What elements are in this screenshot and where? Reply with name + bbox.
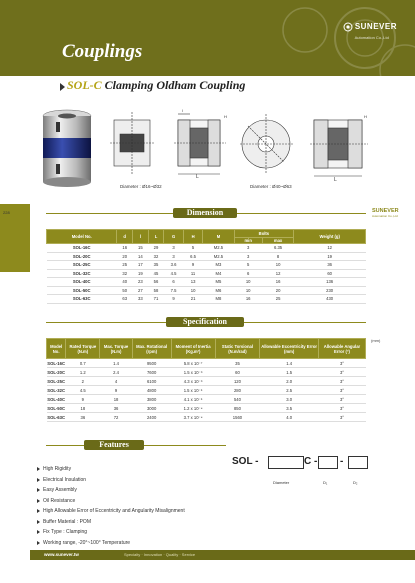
- diameter-label: Diameter: [273, 480, 290, 485]
- brand-subtitle: Automation Co.,Ltd: [354, 35, 389, 40]
- spec-header-cell: Rated Torque (N.m): [66, 339, 100, 359]
- feature-item: Oil Resistance: [43, 497, 76, 504]
- dim-cell-model: SOL-25C: [47, 261, 117, 270]
- dim-cell: 40: [117, 278, 133, 287]
- spec-cell: 540: [215, 395, 260, 404]
- spec-cell-model: SOL-20C: [47, 369, 65, 375]
- dim-cell: 17: [133, 261, 149, 270]
- dim-cell: 29: [148, 244, 164, 253]
- spec-cell: 1560: [215, 413, 260, 422]
- dimension-heading: Dimension: [173, 208, 237, 218]
- spec-cell: 3000: [132, 404, 171, 413]
- spec-cell: 4: [100, 377, 132, 386]
- dimension-row: [47, 252, 366, 261]
- specification-row: [47, 368, 366, 377]
- spec-cell: 2.5: [260, 386, 319, 395]
- dim-cell: 6: [234, 269, 262, 278]
- spec-header-cell: Max. Rotational (rpm): [132, 339, 171, 359]
- dim-cell: 12: [294, 244, 366, 253]
- unit-note: (mm): [371, 338, 381, 343]
- spec-header-cell: Allowable Angular Error (°): [318, 339, 365, 359]
- product-code: SOL-C: [67, 78, 102, 92]
- brand-name: SUNEVER: [354, 22, 397, 32]
- spec-cell: 1.5: [260, 368, 319, 377]
- dim-cell: 32: [117, 269, 133, 278]
- dim-cell: M2.5: [203, 244, 234, 253]
- dim-cell: 7.5: [164, 286, 184, 295]
- dim-cell: 13: [183, 278, 203, 287]
- spec-cell: 3°: [318, 386, 365, 395]
- left-dimension-drawing: [108, 104, 233, 184]
- dim-cell: 230: [294, 286, 366, 295]
- spec-cell: 5.8 x 10⁻⁷: [171, 359, 215, 368]
- dim-header-l: l: [133, 230, 149, 244]
- footer-url[interactable]: www.sunever.tw: [44, 552, 79, 557]
- dim-cell: 32: [148, 252, 164, 261]
- dim-cell: 3: [164, 252, 184, 261]
- spec-cell: 3°: [318, 395, 365, 404]
- dim-cell: 8: [262, 252, 293, 261]
- dim-cell: 6.35: [262, 244, 293, 253]
- dim-cell: 27: [133, 286, 149, 295]
- dim-cell: 4.5: [164, 269, 184, 278]
- feature-item: Fix Type : Clamping: [43, 529, 88, 535]
- dim-cell: M6: [203, 286, 234, 295]
- svg-text:H: H: [364, 114, 367, 119]
- footer-tagline: Specialty · Innovation · Quality · Service: [124, 552, 196, 557]
- dim-cell: 14: [133, 252, 149, 261]
- dim-cell: 3: [234, 252, 262, 261]
- dim-cell: M3: [203, 261, 234, 270]
- dim-header-max: max: [262, 238, 293, 244]
- spec-cell: 1.2 x 10⁻⁴: [171, 404, 215, 413]
- spec-cell-model: SOL-16C: [47, 360, 65, 366]
- dim-cell: 9: [183, 261, 203, 270]
- dim-cell: 3.6: [164, 261, 184, 270]
- dim-cell: 25: [262, 295, 293, 304]
- dim-cell: 16: [117, 244, 133, 253]
- spec-cell: 7600: [132, 368, 171, 377]
- spec-cell: 2.0: [260, 377, 319, 386]
- spec-cell: 3°: [318, 377, 365, 386]
- footer-band: [30, 550, 415, 560]
- dim-cell: 430: [294, 295, 366, 304]
- feature-item: Easy Assembly: [43, 487, 77, 493]
- spec-cell: 72: [100, 413, 132, 422]
- dim-cell: 71: [148, 295, 164, 304]
- svg-text:L: L: [196, 174, 199, 180]
- coupling-photo: [36, 108, 98, 188]
- dim-cell: 10: [234, 286, 262, 295]
- dim-cell: 16: [262, 278, 293, 287]
- specification-row: [47, 377, 366, 386]
- product-subtitle: [67, 78, 245, 93]
- spec-cell: 3°: [318, 413, 365, 422]
- dim-cell: 56: [148, 278, 164, 287]
- dim-cell: M5: [203, 278, 234, 287]
- svg-text:L: L: [334, 177, 337, 183]
- dim-cell: 10: [262, 261, 293, 270]
- dim-cell: 5: [183, 244, 203, 253]
- specification-row: [47, 395, 366, 404]
- dim-cell: 58: [148, 286, 164, 295]
- spec-cell: 0.7: [66, 359, 100, 368]
- spec-header-cell: Model No.: [47, 339, 66, 359]
- order-dash: -: [340, 456, 344, 467]
- dim-cell: 16: [234, 295, 262, 304]
- dim-cell: 60: [294, 269, 366, 278]
- dim-cell: 25: [117, 261, 133, 270]
- dim-header-M: M: [203, 230, 234, 244]
- spec-cell: 9: [66, 395, 100, 404]
- dim-cell-model: SOL-16C: [47, 244, 117, 253]
- spec-cell: 4.0: [260, 413, 319, 422]
- dim-cell: 3: [164, 244, 184, 253]
- spec-cell: 2: [66, 377, 100, 386]
- dim-cell: 15: [133, 244, 149, 253]
- dim-cell: 50: [117, 286, 133, 295]
- spec-cell: 4.1 x 10⁻⁵: [171, 395, 215, 404]
- dim-header-weight: Weight (g): [294, 230, 366, 244]
- spec-cell-model: SOL-32C: [47, 387, 65, 393]
- dim-header-bolts: Bolts: [234, 230, 294, 238]
- dim-cell: M4: [203, 269, 234, 278]
- product-name: Clamping Oldham Coupling: [104, 78, 246, 92]
- side-logo: [372, 208, 399, 218]
- spec-cell: 850: [215, 404, 260, 413]
- spec-cell: 9500: [132, 359, 171, 368]
- dim-header-model: Model No.: [47, 230, 117, 244]
- dim-cell: 12: [262, 269, 293, 278]
- page-title: Couplings: [62, 41, 143, 62]
- dim-cell: 35: [148, 261, 164, 270]
- dim-cell: 20: [117, 252, 133, 261]
- diameter-input-box[interactable]: [268, 456, 304, 469]
- dim-cell: 5: [234, 261, 262, 270]
- dim-header-G: G: [164, 230, 184, 244]
- spec-cell: 18: [66, 404, 100, 413]
- dim-cell: 19: [294, 252, 366, 261]
- dim-cell: 36: [294, 261, 366, 270]
- spec-cell: 1.5 x 10⁻⁵: [171, 386, 215, 395]
- feature-item: High Rigidity: [43, 466, 72, 472]
- side-logo-name: SUNEVER: [372, 208, 399, 214]
- spec-cell: 2400: [132, 413, 171, 422]
- dim-cell: 10: [234, 278, 262, 287]
- spec-cell: 1.5 x 10⁻⁶: [171, 368, 215, 377]
- spec-header-cell: Max. Torque (N.m): [100, 339, 132, 359]
- spec-cell: 18: [100, 395, 132, 404]
- dim-header-d: d: [117, 230, 133, 244]
- dim-header-L: L: [148, 230, 164, 244]
- specification-row: [47, 404, 366, 413]
- spec-header-cell: Static Torsional (N.m/rad): [215, 339, 260, 359]
- svg-text:l: l: [182, 108, 183, 113]
- dim-cell: 3: [234, 244, 262, 253]
- dim-cell: 9: [164, 295, 184, 304]
- dim-header-min: min: [234, 238, 262, 244]
- left-diameter-caption: Diameter : Ø16~Ø32: [120, 184, 162, 189]
- spec-cell: 36: [100, 404, 132, 413]
- d1-label: D₁: [323, 480, 328, 485]
- order-c-label: C -: [304, 456, 318, 467]
- spec-cell: 2.4: [100, 368, 132, 377]
- spec-cell: 4800: [132, 386, 171, 395]
- spec-cell-model: SOL-40C: [47, 396, 65, 402]
- feature-item: High Allowable Error of Eccentricity and Angularity Misalignment: [43, 508, 185, 514]
- dimension-row: [47, 244, 366, 253]
- dimension-row: [47, 261, 366, 270]
- d2-input-box[interactable]: [348, 456, 368, 469]
- arrow-bullet-icon: [60, 83, 65, 91]
- dim-header-H: H: [183, 230, 203, 244]
- spec-cell-model: SOL-63C: [47, 414, 65, 420]
- dim-cell: 45: [148, 269, 164, 278]
- specification-row: [47, 386, 366, 395]
- right-diameter-caption: Diameter : Ø40~Ø63: [250, 184, 292, 189]
- brand-logo: [343, 22, 397, 41]
- spec-cell: 4.3 x 10⁻⁶: [171, 377, 215, 386]
- dim-cell-model: SOL-40C: [47, 278, 117, 287]
- spec-cell: 36: [66, 413, 100, 422]
- dim-cell: 6: [164, 278, 184, 287]
- dim-cell: 11: [183, 269, 203, 278]
- spec-cell: 35: [215, 359, 260, 368]
- dimension-row: [47, 269, 366, 278]
- spec-cell: 3.7 x 10⁻⁴: [171, 413, 215, 422]
- spec-cell: 3.5: [260, 404, 319, 413]
- spec-cell: 120: [215, 377, 260, 386]
- spec-cell: 1.2: [66, 368, 100, 377]
- spec-cell: 6100: [132, 377, 171, 386]
- svg-text:H: H: [224, 114, 227, 119]
- side-logo-sub: Automation Co.,Ltd: [372, 214, 398, 218]
- dim-cell-model: SOL-32C: [47, 269, 117, 278]
- spec-cell: 3°: [318, 404, 365, 413]
- spec-cell: 1.4: [100, 359, 132, 368]
- feature-item: Working range, -20°~100° Temperature: [43, 539, 131, 546]
- spec-cell-model: SOL-25C: [47, 378, 65, 384]
- spec-cell: 3°: [318, 359, 365, 368]
- sun-logo-icon: [343, 22, 353, 32]
- dim-cell-model: SOL-20C: [47, 252, 117, 261]
- specification-heading: Specification: [166, 317, 244, 327]
- dim-cell: M8: [203, 295, 234, 304]
- specification-row: [47, 413, 366, 422]
- specification-table: [46, 338, 366, 422]
- dimension-row: [47, 278, 366, 287]
- spec-cell: 3°: [318, 368, 365, 377]
- d2-label: D₂: [353, 480, 358, 485]
- dim-cell: 136: [294, 278, 366, 287]
- dim-cell: M2.5: [203, 252, 234, 261]
- spec-cell: 9: [100, 386, 132, 395]
- specification-row: [47, 359, 366, 368]
- dim-cell: 10: [183, 286, 203, 295]
- dimension-row: [47, 295, 366, 304]
- dim-cell: 19: [133, 269, 149, 278]
- dim-cell: 20: [262, 286, 293, 295]
- dimension-table: [46, 229, 366, 304]
- dim-cell: 6.5: [183, 252, 203, 261]
- dim-cell: 33: [133, 295, 149, 304]
- spec-cell: 3.0: [260, 395, 319, 404]
- spec-cell-model: SOL-50C: [47, 405, 65, 411]
- right-dimension-drawing: [238, 104, 373, 184]
- spec-header-cell: Moment of Inertia (Kg.m²): [171, 339, 215, 359]
- spec-cell: 4.5: [66, 386, 100, 395]
- dim-cell: 63: [117, 295, 133, 304]
- feature-item: Electrical Insulation: [43, 476, 87, 483]
- dim-cell-model: SOL-50C: [47, 286, 117, 295]
- order-prefix: SOL -: [232, 456, 259, 467]
- d1-input-box[interactable]: [318, 456, 338, 469]
- dim-cell: 23: [133, 278, 149, 287]
- page-number: 228: [3, 210, 10, 215]
- spec-cell: 60: [215, 368, 260, 377]
- feature-item: Buffer Material : POM: [43, 518, 91, 525]
- spec-cell: 280: [215, 386, 260, 395]
- dim-cell-model: SOL-63C: [47, 295, 117, 304]
- dim-cell: 21: [183, 295, 203, 304]
- features-heading: Features: [84, 440, 144, 450]
- spec-cell: 3800: [132, 395, 171, 404]
- dimension-row: [47, 286, 366, 295]
- spec-cell: 1.4: [260, 359, 319, 368]
- spec-header-cell: Allowable Eccentricity Error (mm): [260, 339, 319, 359]
